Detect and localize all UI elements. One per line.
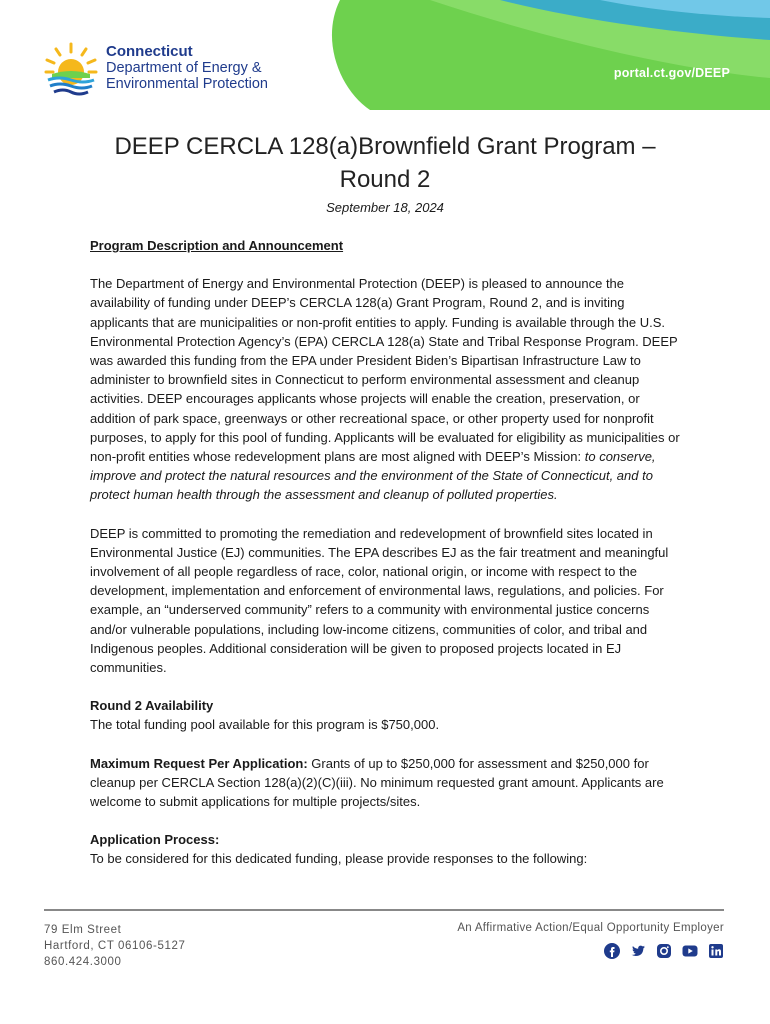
instagram-icon[interactable] [656,943,672,959]
document-body [90,236,680,869]
max-request-block [90,754,680,812]
availability-block [90,696,680,734]
social-links [604,943,724,959]
ct-deep-logo [44,42,284,100]
process-heading: Application Process: [90,832,220,848]
portal-link[interactable]: portal.ct.gov/DEEP [613,66,730,80]
eeo-statement: An Affirmative Action/Equal Opportunity Employer [457,922,724,934]
header-banner [300,0,770,110]
document-date: September 18, 2024 [326,200,444,215]
paragraph-environmental-justice: DEEP is committed to promoting the remediation and redevelopment of brownfield sites located in Environmental Justice (EJ) communities. The EPA describes EJ as the fair treatment and meaningful involvement of all people regardless of race, color, national origin, or income with respect to the development, implementation and enforcement of environmental laws, regulations, and policies. For example, an “underserved community” refers to a community with environmental justice concerns and/or vulnerable populations, including low-income citizens, communities of color, and tribal and Indigenous peoples. Additional consideration will be given to proposed projects located in EJ communities. [90,525,669,676]
youtube-icon[interactable] [682,943,698,959]
section-heading-program: Program Description and Announcement [90,238,344,253]
document-title [90,130,680,196]
title-line-2: Round 2 [339,166,431,193]
footer-address [44,922,185,970]
max-request-text: Grants of up to $250,000 for assessment and $250,000 for cleanup per CERCLA Section 128(a)(2)(C)(iii). No minimum requested grant amount. Applicants are welcome to submit applications for multiple projects/sites. [90,755,664,810]
logo-line-department: Department of Energy & [106,60,262,76]
para1-text: The Department of Energy and Environmental Protection (DEEP) is pleased to announce the availability of funding under DEEP’s CERCLA 128(a) Grant Program, Round 2, and is inviting applicants that are municipalities or non-profit entities to apply. Funding is available through the U.S. Environmental Protection Agency’s (EPA) CERCLA 128(a) State and Tribal Response Program. DEEP was awarded this funding from the EPA under President Biden’s Bipartisan Infrastructure Law to administer to brownfield sites in Connecticut to perform environmental assessment and cleanup activities. DEEP encourages applicants whose projects will enable the creation, preservation, or addition of park space, greenways or other recreational space, or other property used for nonprofit purposes, to apply for this pool of funding. Applicants will be evaluated for eligibility as municipalities or non-profit entities whose redevelopment plans are most aligned with DEEP’s Mission: [90,276,680,465]
footer-divider [44,909,724,911]
availability-text: The total funding pool available for this program is $750,000. [90,717,440,733]
process-text: To be considered for this dedicated funding, please provide responses to the following: [90,851,588,867]
process-block [90,830,680,868]
availability-heading: Round 2 Availability [90,698,214,714]
mission-statement: to conserve, improve and protect the natural resources and the environment of the State of Connecticut, and to protect human health through the assessment and cleanup of polluted properties. [90,449,656,503]
logo-line-connecticut: Connecticut [106,43,193,60]
linkedin-icon[interactable] [708,943,724,959]
logo-line-environmental: Environmental Protection [106,76,268,92]
paragraph-program-description [90,274,680,504]
address-city: Hartford, CT 06106-5127 [44,940,186,952]
facebook-icon[interactable] [604,943,620,959]
sun-logo-icon [44,42,98,96]
twitter-icon[interactable] [630,943,646,959]
logo-text [106,44,268,92]
max-request-label: Maximum Request Per Application: [90,755,308,771]
title-line-1: DEEP CERCLA 128(a)Brownfield Grant Program – [114,133,656,160]
address-street: 79 Elm Street [44,924,122,936]
phone-number: 860.424.3000 [44,956,122,968]
